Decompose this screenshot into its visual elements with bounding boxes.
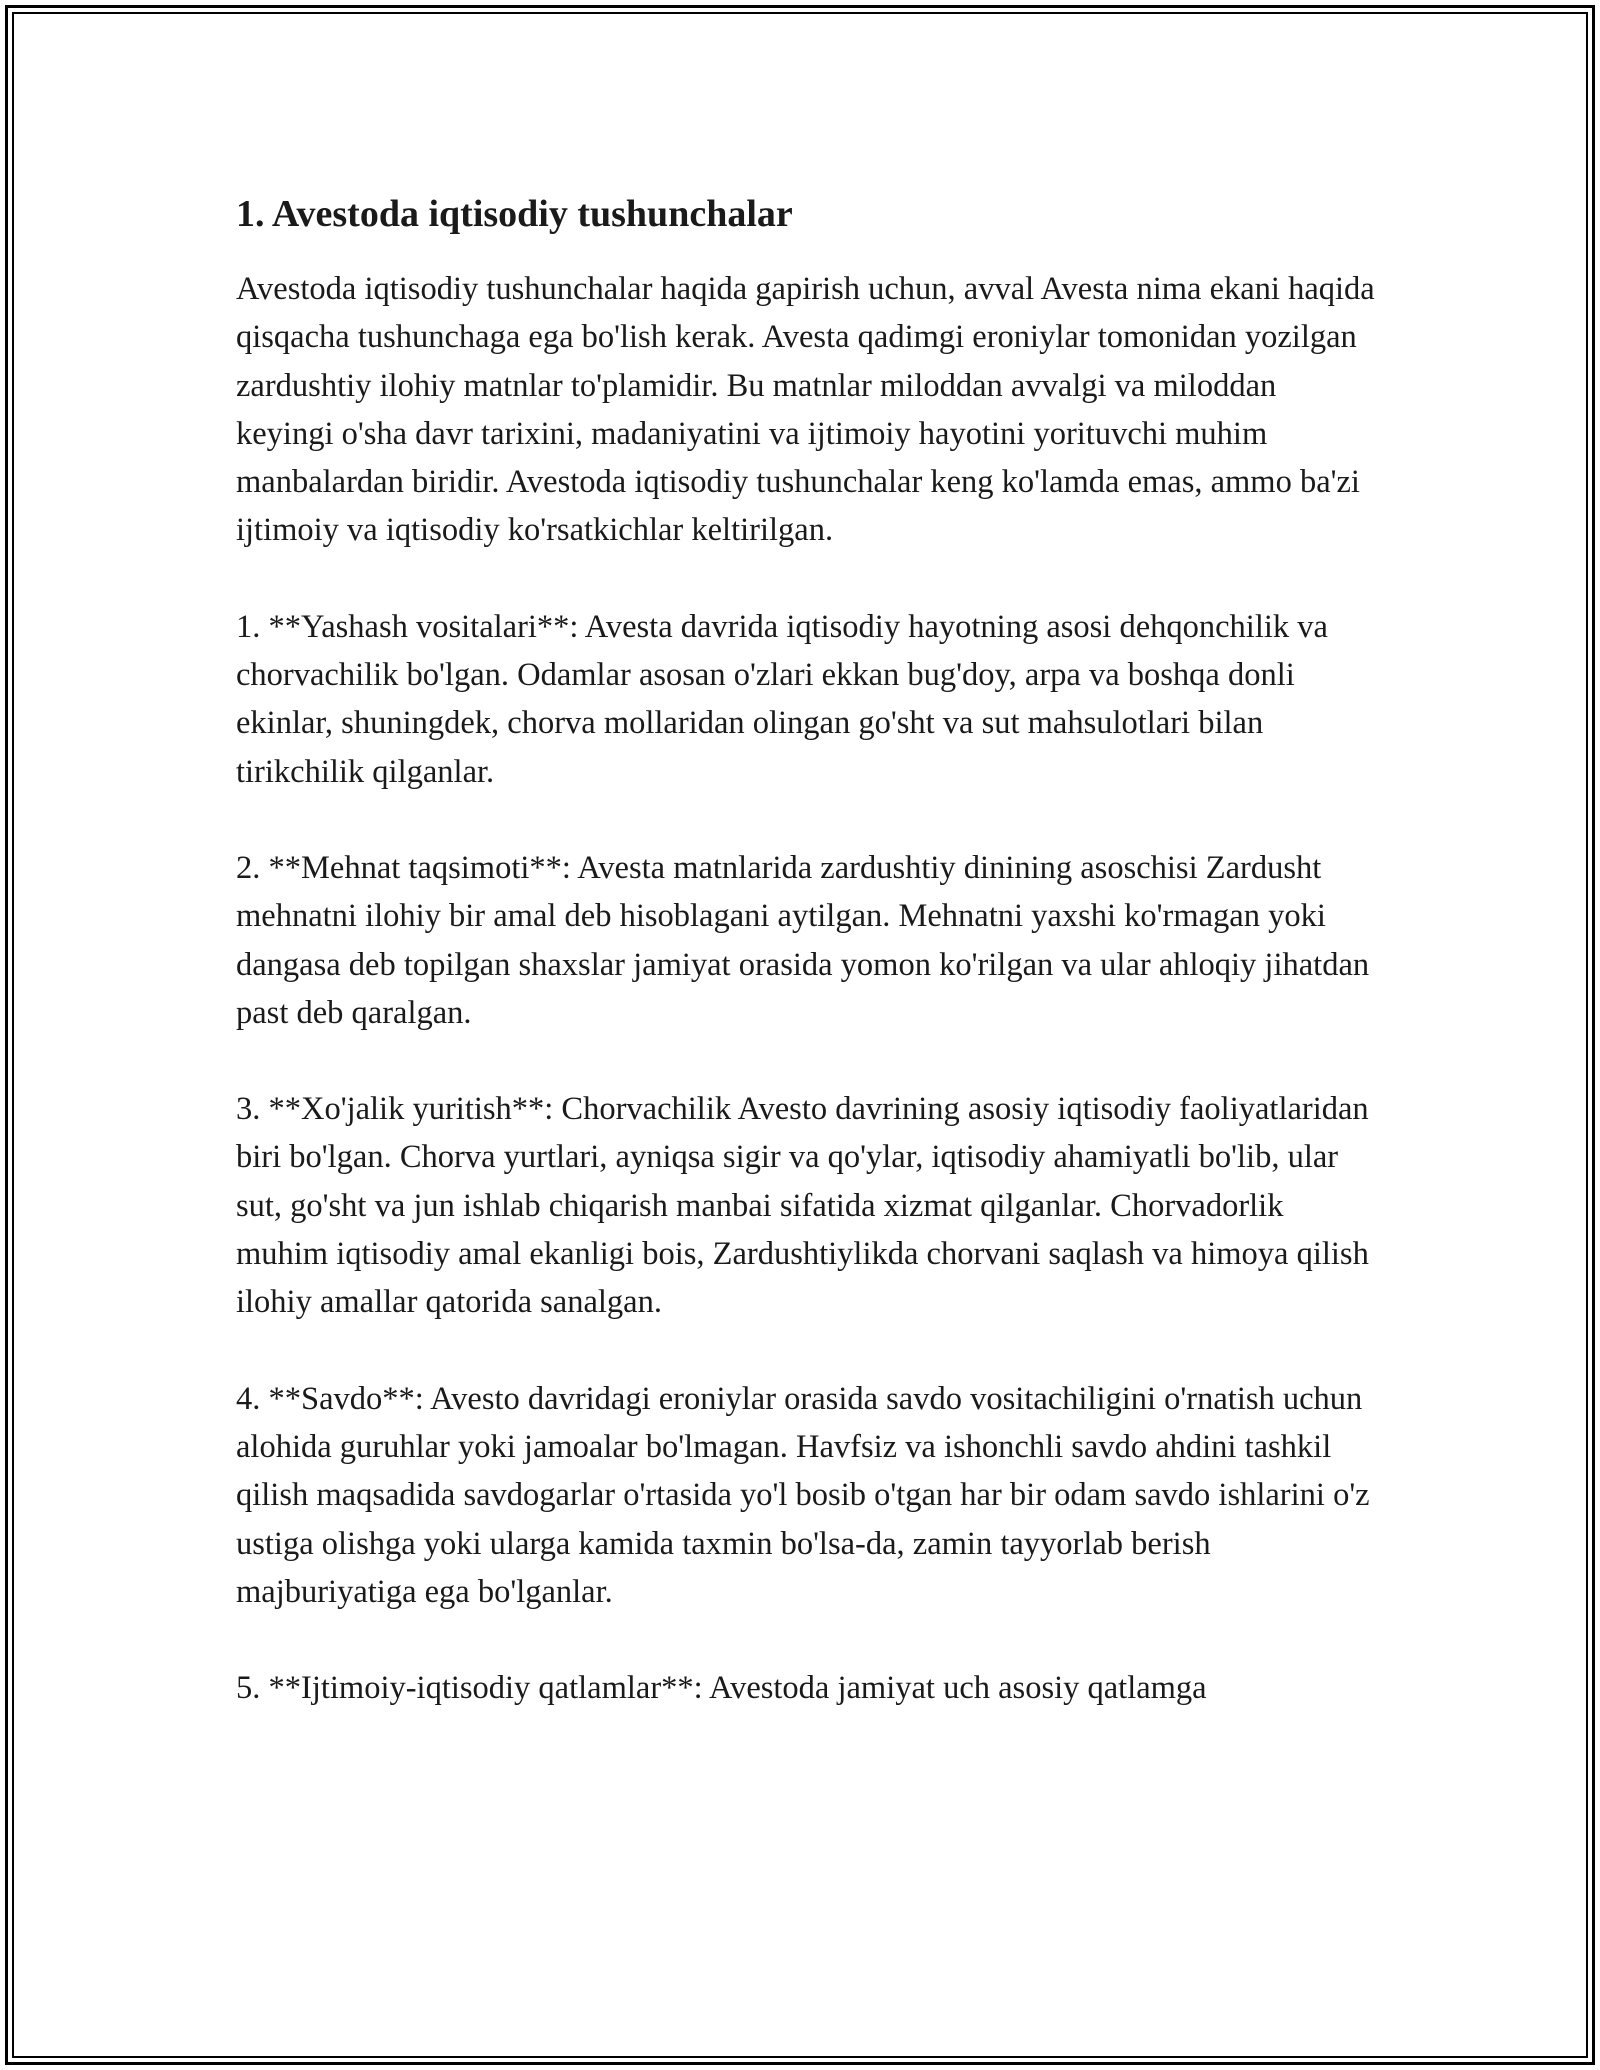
- document-body: [236, 185, 1376, 1760]
- paragraph-item-2: 2. **Mehnat taqsimoti**: Avesta matnlarida zardushtiy dinining asoschisi Zardusht mehnatni ilohiy bir amal deb hisoblagani aytilgan. Mehnatni yaxshi ko'rmagan yoki dangasa deb topilgan shaxslar jamiyat orasida yomon ko'rilgan va ular ahloqiy jihatdan past deb qaralgan.: [236, 849, 1370, 1031]
- paragraph-item-4: 4. **Savdo**: Avesto davridagi eroniylar orasida savdo vositachiligini o'rnatish uchun alohida guruhlar yoki jamoalar bo'lmagan. Havfsiz va ishonchli savdo ahdini tashkil qilish maqsadida savdogarlar o'rtasida yo'l bosib o'tgan har bir odam savdo ishlarini o'z ustiga olishga yoki ularga kamida taxmin bo'lsa-da, zamin tayyorlab berish majburiyatiga ega bo'lganlar.: [236, 1380, 1370, 1610]
- paragraph-item-3: 3. **Xo'jalik yuritish**: Chorvachilik Avesto davrining asosiy iqtisodiy faoliyatlaridan biri bo'lgan. Chorva yurtlari, ayniqsa sigir va qo'ylar, iqtisodiy ahamiyatli bo'lib, ular sut, go'sht va jun ishlab chiqarish manbai sifatida xizmat qilganlar. Chorvadorlik muhim iqtisodiy amal ekanligi bois, Zardushtiylikda chorvani saqlash va himoya qilish ilohiy amallar qatorida sanalgan.: [236, 1091, 1369, 1321]
- paragraph-item-1: 1. **Yashash vositalari**: Avesta davrida iqtisodiy hayotning asosi dehqonchilik va chorvachilik bo'lgan. Odamlar asosan o'zlari ekkan bug'doy, arpa va boshqa donli ekinlar, shuningdek, chorva mollaridan olingan go'sht va sut mahsulotlari bilan tirikchilik qilganlar.: [236, 608, 1328, 790]
- document-title: 1. Avestoda iqtisodiy tushunchalar: [236, 193, 793, 235]
- paragraph-item-5: 5. **Ijtimoiy-iqtisodiy qatlamlar**: Avestoda jamiyat uch asosiy qatlamga: [236, 1670, 1207, 1707]
- paragraph-intro: Avestoda iqtisodiy tushunchalar haqida gapirish uchun, avval Avesta nima ekani haqida qisqacha tushunchaga ega bo'lish kerak. Avesta qadimgi eroniylar tomonidan yozilgan zardushtiy ilohiy matnlar to'plamidir. Bu matnlar miloddan avvalgi va miloddan keyingi o'sha davr tarixini, madaniyatini va ijtimoiy hayotini yorituvchi muhim manbalardan biridir. Avestoda iqtisodiy tushunchalar keng ko'lamda emas, ammo ba'zi ijtimoiy va iqtisodiy ko'rsatkichlar keltirilgan.: [236, 271, 1375, 549]
